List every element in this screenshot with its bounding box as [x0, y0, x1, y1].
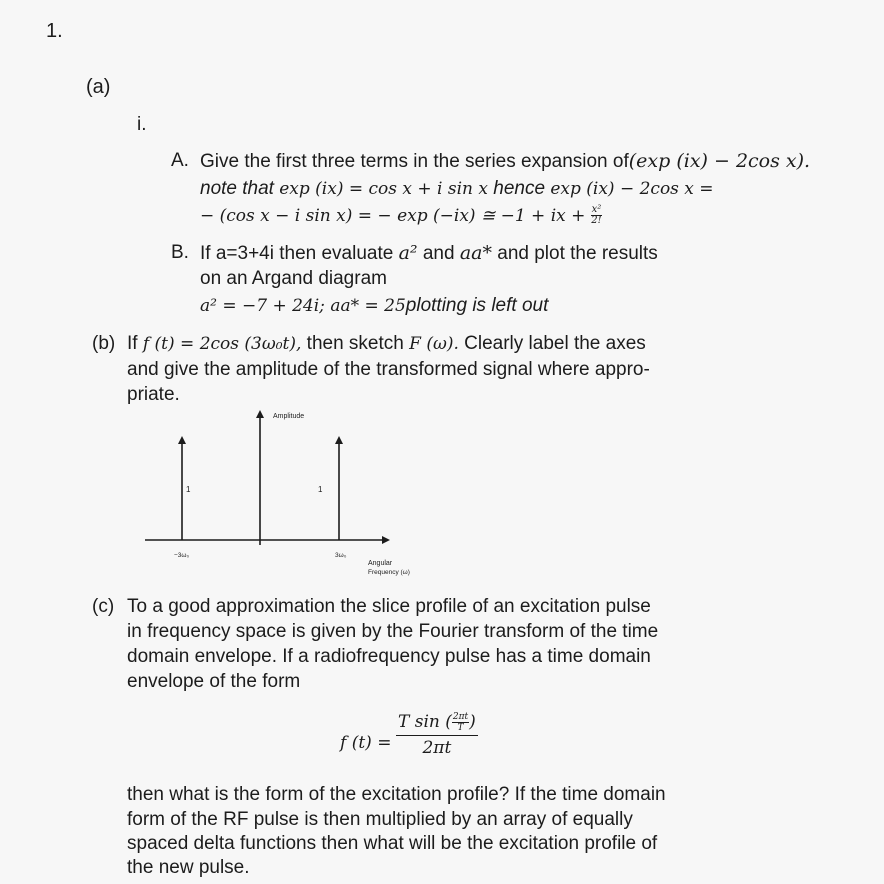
eq-fraction [396, 712, 478, 758]
eq-num-b: ) [469, 712, 476, 732]
item-b-line1 [200, 242, 658, 265]
stem-amplitude-label: 1 [186, 485, 191, 494]
item-a-line1-text: Give the first three terms in the series expansion of [200, 151, 629, 172]
part-b-ft-expr: f (t) = 2cos (3ω₀t), [142, 334, 302, 354]
fourier-sketch [140, 400, 420, 595]
question-number: 1. [46, 20, 63, 42]
part-b-line1-mid: then sketch [306, 333, 404, 354]
item-a-line3-math: − (cos x − i sin x) = − exp (−ix) ≅ −1 + ix + [200, 206, 586, 226]
item-b-aa-star: aa* [459, 242, 492, 264]
part-b-line3: priate. [127, 384, 180, 405]
item-b-line3-math: a² = −7 + 24i; aa* = 25 [200, 296, 406, 316]
part-c-p1-line3: domain envelope. If a radiofrequency pulse has a time domain [127, 646, 651, 667]
eq-denominator: 2πt [422, 738, 452, 758]
sub-i-label: i. [137, 114, 147, 135]
eq-numerator [396, 712, 478, 736]
item-a-hence: hence [493, 178, 546, 199]
part-c-label: (c) [92, 596, 115, 617]
item-a-line2 [200, 178, 714, 200]
item-b-and: and [422, 243, 455, 264]
item-a-line2-math1: exp (ix) = cos x + i sin x [279, 179, 488, 199]
part-c-p1-line4: envelope of the form [127, 671, 301, 692]
eq-inner-num: 2πt [452, 712, 469, 722]
item-b-line1-post: and plot the results [497, 243, 658, 264]
item-a-note-that: note that [200, 178, 274, 199]
x-axis-label-line1: Angular [368, 560, 393, 567]
item-a-line1 [200, 150, 810, 173]
part-b-label: (b) [92, 333, 116, 354]
y-axis-label: Amplitude [273, 413, 305, 420]
part-b-Fw-expr: F (ω). [409, 334, 459, 354]
item-a-frac-num: x² [591, 204, 602, 216]
item-b-line1-pre: If a=3+4i then evaluate [200, 243, 394, 264]
item-a-label: A. [171, 150, 189, 171]
x-axis-label-line2: Frequency (ω) [368, 569, 410, 576]
part-c-p2-line2: form of the RF pulse is then multiplied by an array of equally [127, 809, 633, 830]
x-tick-label: −3ω₀ [174, 552, 190, 559]
item-a-line3 [200, 205, 602, 227]
part-b-line1 [127, 333, 646, 355]
eq-inner-fraction [452, 712, 469, 733]
eq-inner-den: T [457, 723, 464, 733]
part-b-line1-post: Clearly label the axes [464, 333, 646, 354]
part-c-p1-line2: in frequency space is given by the Fourier transform of the time [127, 621, 659, 642]
item-b-a-squared: a² [398, 242, 418, 264]
item-a-line1-math: (exp (ix) − 2cos x). [628, 150, 811, 172]
x-tick-label: 3ω₀ [335, 552, 347, 559]
part-a-label: (a) [86, 76, 111, 98]
part-b-line1-pre: If [127, 333, 138, 354]
part-b-line2: and give the amplitude of the transformed signal where appro- [127, 359, 650, 380]
part-c-p1-line1: To a good approximation the slice profile of an excitation pulse [127, 596, 651, 617]
item-a-fraction [591, 205, 603, 226]
item-b-line2: on an Argand diagram [200, 268, 387, 289]
item-a-line2-math2: exp (ix) − 2cos x = [550, 179, 714, 199]
part-c-p2-line3: spaced delta functions then what will be the excitation profile of [127, 833, 658, 854]
part-c-p2-line4: the new pulse. [127, 857, 250, 878]
item-b-line3 [200, 295, 548, 317]
part-c-p2-line1: then what is the form of the excitation profile? If the time domain [127, 784, 666, 805]
eq-lhs: f (t) = [340, 733, 392, 753]
item-a-frac-den: 2! [591, 215, 602, 227]
item-b-label: B. [171, 242, 189, 263]
eq-num-a: T sin ( [398, 712, 452, 732]
stem-amplitude-label: 1 [318, 485, 323, 494]
item-b-line3-note: plotting is left out [405, 295, 549, 316]
